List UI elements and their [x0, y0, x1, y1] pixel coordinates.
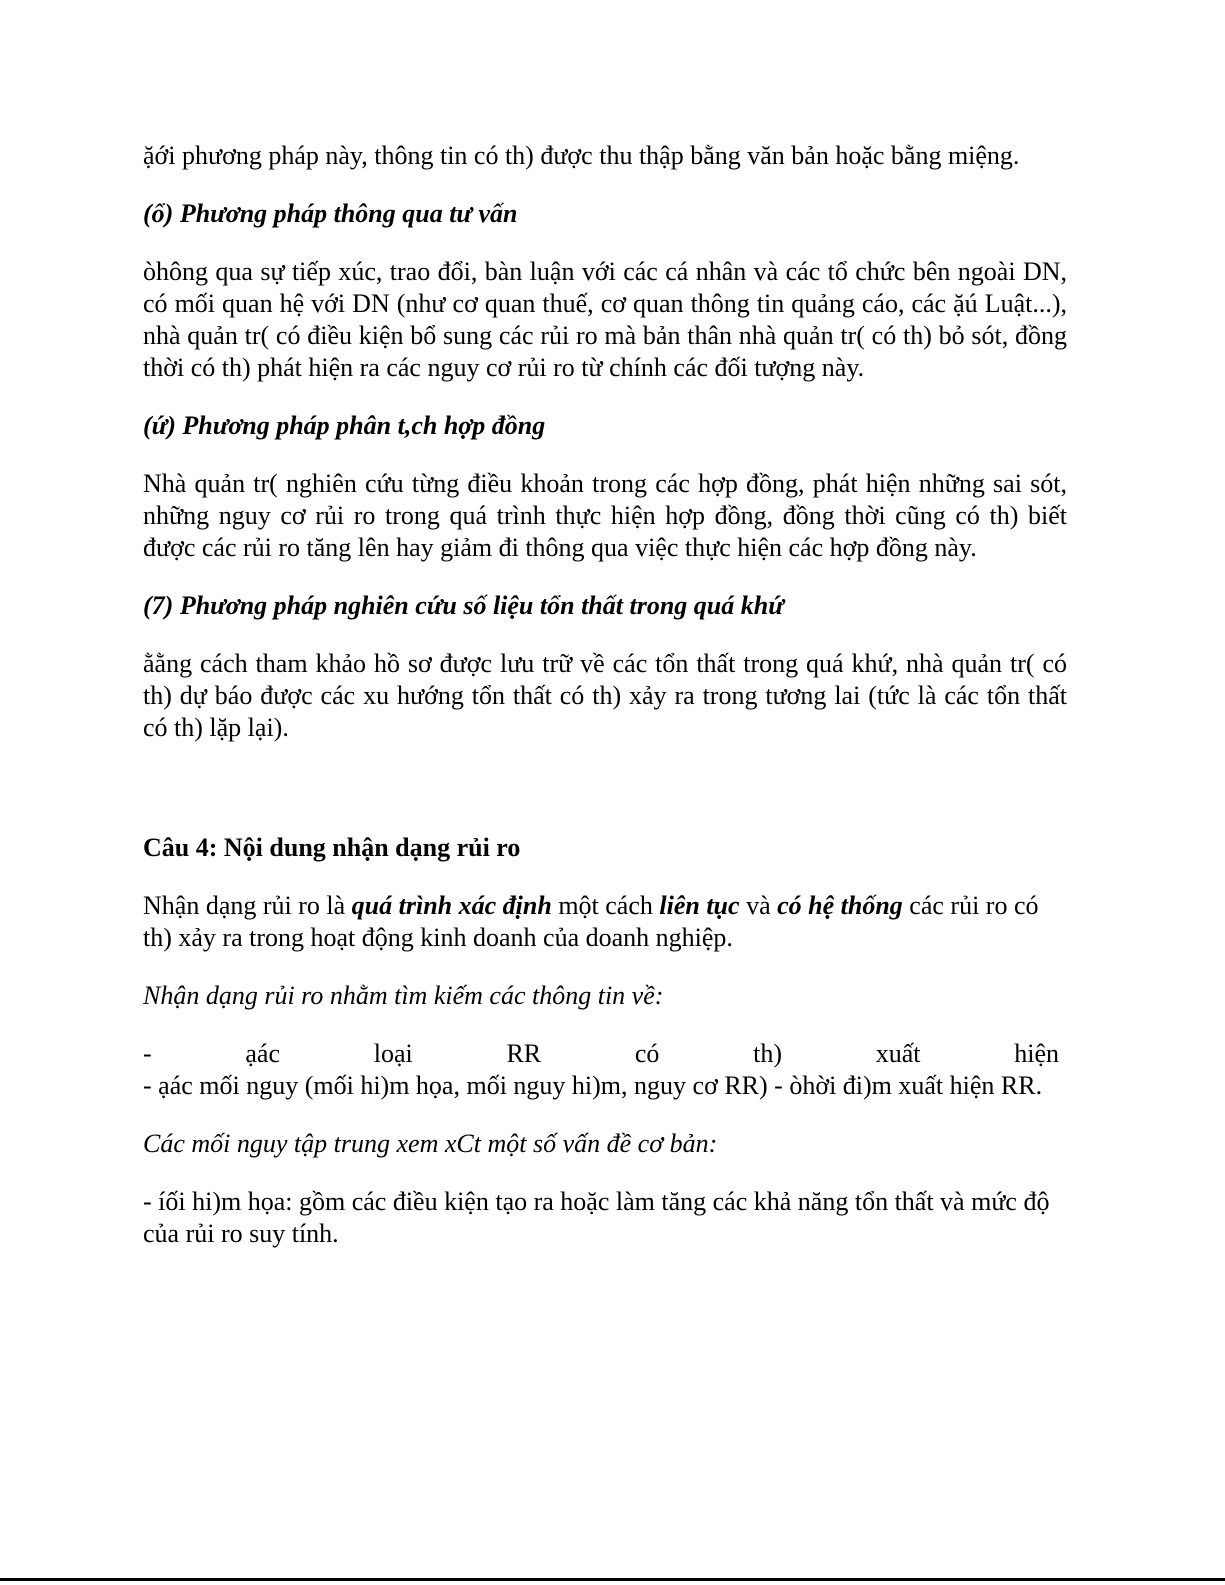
list-word: RR: [506, 1039, 542, 1068]
definition-emphasis-systematic: có hệ thống: [777, 891, 903, 920]
definition-text-e: và: [739, 891, 778, 920]
list-word: th): [753, 1039, 783, 1068]
paragraph-consulting: òhông qua sự tiếp xúc, trao đổi, bàn luận với các cá nhân và các tổ chức bên ngoài DN, có mối quan hệ với DN (như cơ quan thuế, cơ quan thông tin quảng cáo, các ặú Luật...), nhà quản tr( có điều kiện bổ sung các rủi ro mà bản thân nhà quản tr( có th) bỏ sót, đồng thời có th) phát hiện ra các nguy cơ rủi ro từ chính các đối tượng này.: [143, 257, 1067, 382]
list-word: loại: [373, 1039, 413, 1068]
paragraph-past-loss: ằằng cách tham khảo hồ sơ được lưu trữ về các tổn thất trong quá khứ, nhà quản tr( có th) dự báo được các xu hướng tổn thất có th) xảy ra trong tương lai (tức là các tổn thất có th) lặp lại).: [143, 649, 1067, 742]
document-page: [143, 140, 1067, 1250]
definition-text-a: Nhận dạng rủi ro là: [143, 891, 352, 920]
list-rest: - ạác mối nguy (mối hi)m họa, mối nguy hi)m, nguy cơ RR) - òhời đi)m xuất hiện RR.: [143, 1071, 1043, 1100]
definition-emphasis-process: quá trình xác định: [351, 891, 552, 920]
heading-past-loss-data: (7) Phương pháp nghiên cứu số liệu tổn thất trong quá khứ: [143, 591, 784, 620]
list-word: có: [634, 1039, 660, 1068]
definition-text-c: một cách: [551, 891, 660, 920]
paragraph-definition: [143, 890, 1067, 954]
page-bottom-rule: [0, 1578, 1225, 1581]
heading-consulting-method: (ổ) Phương pháp thông qua tư vấn: [143, 199, 518, 228]
paragraph-identify-purpose: Nhận dạng rủi ro nhằm tìm kiếm các thông tin về:: [143, 981, 664, 1010]
paragraph-intro: ặới phương pháp này, thông tin có th) được thu thập bằng văn bản hoặc bằng miệng.: [143, 141, 1020, 170]
list-word: xuất: [875, 1039, 921, 1068]
section-title-cau-4: Câu 4: Nội dung nhận dạng rủi ro: [143, 833, 521, 862]
paragraph-hazards-intro: Các mối nguy tập trung xem xCt một số vấn đề cơ bản:: [143, 1129, 718, 1158]
definition-text-g: các rủi ro có th) xảy ra trong hoạt động kinh doanh của doanh nghiệp.: [143, 891, 1039, 952]
list-word: hiện: [1014, 1039, 1059, 1068]
identify-list: [143, 1038, 1067, 1102]
paragraph-contract: Nhà quản tr( nghiên cứu từng điều khoản trong các hợp đồng, phát hiện những sai sót, những nguy cơ rủi ro trong quá trình thực hiện hợp đồng, đồng thời cũng có th) biết được các rủi ro tăng lên hay giảm đi thông qua việc thực hiện các hợp đồng này.: [143, 469, 1067, 562]
definition-emphasis-continuous: liên tục: [659, 891, 740, 920]
list-word: -: [143, 1039, 152, 1068]
heading-contract-analysis: (ứ) Phương pháp phân t,ch hợp đồng: [143, 411, 546, 440]
list-word: ạác: [245, 1039, 281, 1068]
paragraph-hazard-definition: - íối hi)m họa: gồm các điều kiện tạo ra hoặc làm tăng các khả năng tổn thất và mức độ của rủi ro suy tính.: [143, 1187, 1050, 1248]
list-line-spread: [143, 1038, 1067, 1070]
